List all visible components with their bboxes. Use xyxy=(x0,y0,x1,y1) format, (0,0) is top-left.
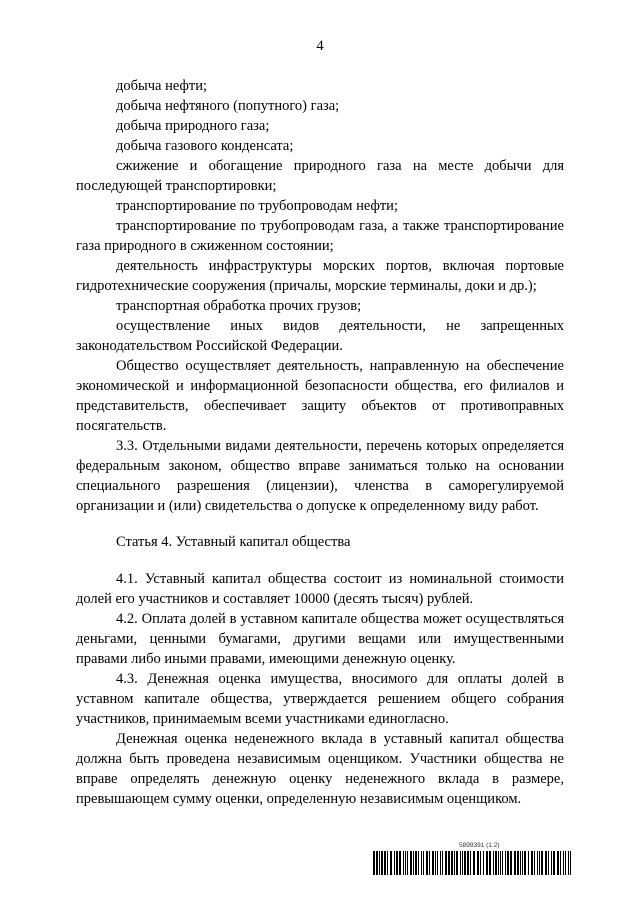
list-item: осуществление иных видов деятельности, не запрещенных законодательством Российской Федерации. xyxy=(76,318,564,354)
paragraph: Общество осуществляет деятельность, направленную на обеспечение экономической и информационной безопасности общества, его филиалов и представительств, обеспечивает защиту объектов от противоправных посягательств. xyxy=(76,358,564,434)
page-number: 4 xyxy=(316,38,324,54)
list-item: добыча газового конденсата; xyxy=(116,138,294,154)
barcode-code: 5899391 (1.2) xyxy=(459,842,500,849)
list-item: сжижение и обогащение природного газа на месте добычи для последующей транспортировки; xyxy=(76,158,564,194)
paragraph: 4.3. Денежная оценка имущества, вносимого для оплаты долей в уставном капитале общества, утверждается решением общего собрания участников, принимаемым всеми участниками единогласно. xyxy=(76,671,564,727)
list-item: транспортирование по трубопроводам газа, а также транспортирование газа природного в сжиженном состоянии; xyxy=(76,218,564,254)
list-item: добыча нефти; xyxy=(116,78,207,94)
list-item: добыча нефтяного (попутного) газа; xyxy=(116,98,340,114)
paragraph: 4.2. Оплата долей в уставном капитале общества может осуществляться деньгами, ценными бумагами, другими вещами или имущественными правами либо иными правами, имеющими денежную оценку. xyxy=(76,611,564,667)
paragraph: Денежная оценка неденежного вклада в уставный капитал общества должна быть проведена независимым оценщиком. Участники общества не вправе определять денежную оценку неденежного вклада в размере, превышающем сумму оценки, определенную независимым оценщиком. xyxy=(76,731,564,807)
barcode-block xyxy=(373,842,571,876)
list-item: транспортная обработка прочих грузов; xyxy=(116,298,362,314)
paragraph: 4.1. Уставный капитал общества состоит из номинальной стоимости долей его участников и составляет 10000 (десять тысяч) рублей. xyxy=(76,571,564,607)
list-item: деятельность инфраструктуры морских портов, включая портовые гидротехнические сооружения (причалы, морские терминалы, доки и др.); xyxy=(76,258,564,294)
barcode-icon xyxy=(373,851,571,875)
list-item: транспортирование по трубопроводам нефти; xyxy=(116,198,398,214)
paragraph: 3.3. Отдельными видами деятельности, перечень которых определяется федеральным законом, общество вправе заниматься только на основании специального разрешения (лицензии), членства в саморегулируемой организации и (или) свидетельства о допуске к определенному виду работ. xyxy=(76,438,564,514)
article-heading: Статья 4. Уставный капитал общества xyxy=(116,534,351,550)
list-item: добыча природного газа; xyxy=(116,118,270,134)
document-body xyxy=(76,76,564,809)
